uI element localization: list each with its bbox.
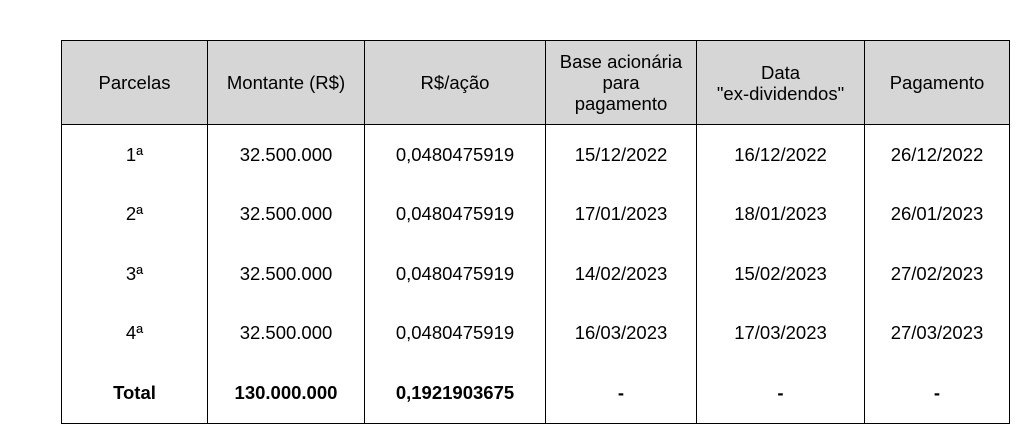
header-base-acionaria-line-2: para bbox=[602, 72, 640, 93]
cell-parcela: 3ª bbox=[62, 244, 208, 304]
cell-montante: 32.500.000 bbox=[208, 304, 365, 364]
header-montante-text: Montante (R$) bbox=[226, 72, 346, 93]
cell-data-ex-dividendos: 15/02/2023 bbox=[697, 244, 865, 304]
total-base-acionaria: - bbox=[546, 363, 697, 423]
cell-valor-por-acao: 0,0480475919 bbox=[365, 125, 546, 185]
table-row bbox=[62, 304, 1010, 364]
header-valor-por-acao-text: R$/ação bbox=[420, 72, 490, 93]
total-montante: 130.000.000 bbox=[208, 363, 365, 423]
cell-valor-por-acao: 0,0480475919 bbox=[365, 244, 546, 304]
cell-montante: 32.500.000 bbox=[208, 185, 365, 245]
header-data-ex-dividendos-line-1: Data bbox=[760, 61, 801, 83]
header-parcelas-text: Parcelas bbox=[98, 72, 171, 93]
table-header-row bbox=[62, 41, 1010, 125]
table-row bbox=[62, 125, 1010, 185]
table-row bbox=[62, 185, 1010, 245]
cell-pagamento: 26/01/2023 bbox=[865, 185, 1010, 245]
total-data-ex-dividendos: - bbox=[697, 363, 865, 423]
header-data-ex-dividendos-line-2: "ex-dividendos" bbox=[716, 82, 845, 104]
cell-base-acionaria: 16/03/2023 bbox=[546, 304, 697, 364]
cell-parcela: 1ª bbox=[62, 125, 208, 185]
cell-data-ex-dividendos: 17/03/2023 bbox=[697, 304, 865, 364]
header-base-acionaria-line-1: Base acionária bbox=[559, 51, 683, 72]
header-parcelas bbox=[62, 41, 208, 125]
cell-valor-por-acao: 0,0480475919 bbox=[365, 304, 546, 364]
header-montante bbox=[208, 41, 365, 125]
cell-data-ex-dividendos: 16/12/2022 bbox=[697, 125, 865, 185]
header-data-ex-dividendos bbox=[697, 41, 865, 125]
header-valor-por-acao bbox=[365, 41, 546, 125]
cell-pagamento: 27/03/2023 bbox=[865, 304, 1010, 364]
header-pagamento-text: Pagamento bbox=[889, 72, 985, 93]
total-pagamento: - bbox=[865, 363, 1010, 423]
cell-pagamento: 26/12/2022 bbox=[865, 125, 1010, 185]
cell-parcela: 4ª bbox=[62, 304, 208, 364]
table-row bbox=[62, 244, 1010, 304]
cell-montante: 32.500.000 bbox=[208, 125, 365, 185]
total-label: Total bbox=[62, 363, 208, 423]
cell-data-ex-dividendos: 18/01/2023 bbox=[697, 185, 865, 245]
header-base-acionaria bbox=[546, 41, 697, 125]
dividend-schedule-table bbox=[61, 40, 1010, 424]
header-base-acionaria-line-3: pagamento bbox=[574, 93, 668, 114]
cell-montante: 32.500.000 bbox=[208, 244, 365, 304]
cell-base-acionaria: 14/02/2023 bbox=[546, 244, 697, 304]
cell-base-acionaria: 17/01/2023 bbox=[546, 185, 697, 245]
cell-pagamento: 27/02/2023 bbox=[865, 244, 1010, 304]
cell-valor-por-acao: 0,0480475919 bbox=[365, 185, 546, 245]
header-pagamento bbox=[865, 41, 1010, 125]
table-total-row bbox=[62, 363, 1010, 423]
total-valor-por-acao: 0,1921903675 bbox=[365, 363, 546, 423]
cell-base-acionaria: 15/12/2022 bbox=[546, 125, 697, 185]
cell-parcela: 2ª bbox=[62, 185, 208, 245]
